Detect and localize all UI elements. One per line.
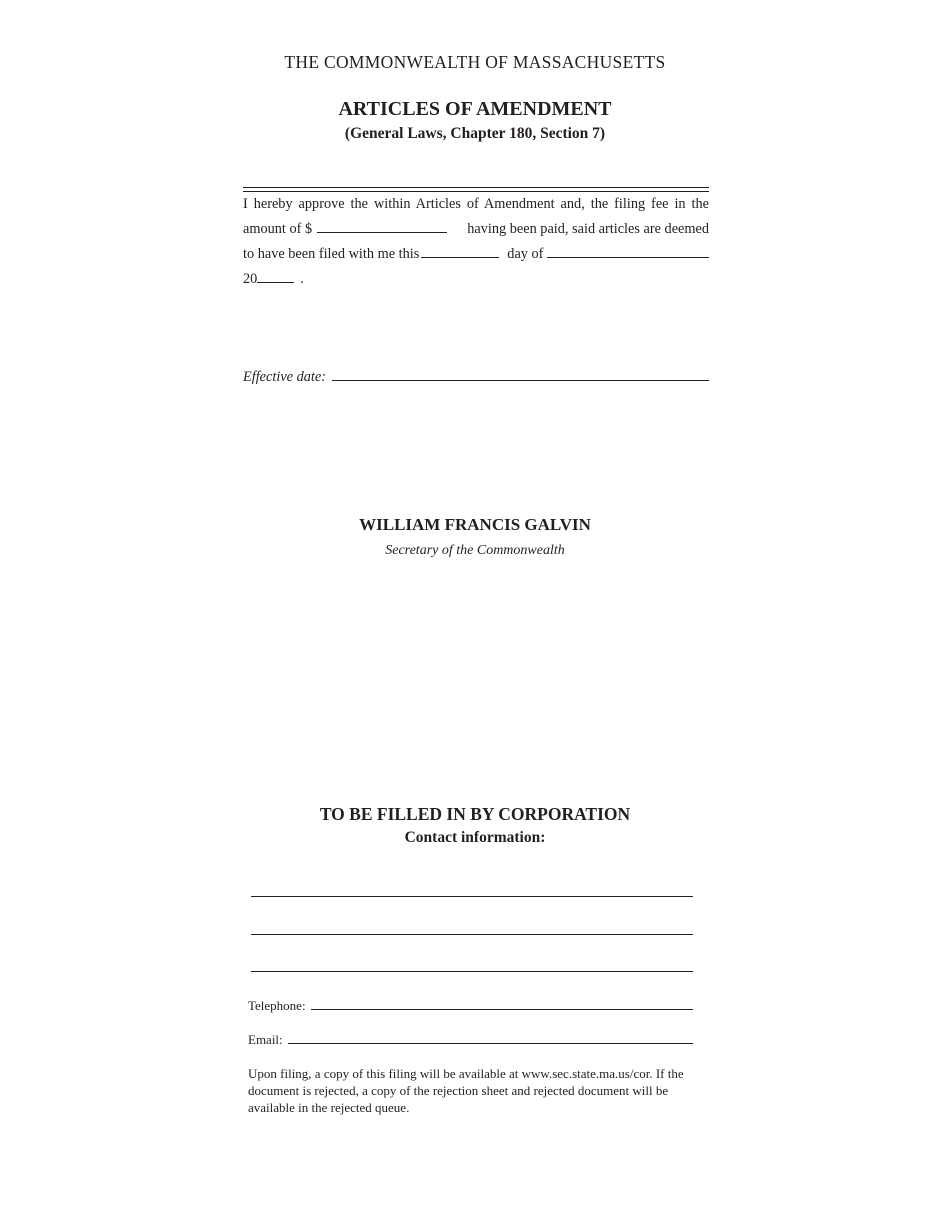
document-title: ARTICLES OF AMENDMENT bbox=[338, 98, 612, 120]
signatory-title: Secretary of the Commonwealth bbox=[385, 543, 565, 558]
signatory-name: WILLIAM FRANCIS GALVIN bbox=[359, 515, 591, 534]
divider-top bbox=[243, 187, 709, 188]
filing-note: Upon filing, a copy of this filing will be available at www.sec.state.ma.us/cor. If the document is rejected, a copy of the rejection sheet and rejected document will be available in the rejected queue. bbox=[248, 1066, 684, 1115]
filed-month-field[interactable] bbox=[547, 243, 709, 258]
filed-day-field[interactable] bbox=[421, 243, 499, 258]
contact-line-2[interactable] bbox=[251, 934, 693, 935]
corporation-heading: TO BE FILLED IN BY CORPORATION bbox=[319, 804, 631, 824]
effective-date-row bbox=[243, 368, 709, 386]
telephone-field[interactable] bbox=[311, 999, 693, 1010]
day-of-label: day of bbox=[507, 246, 544, 262]
approval-period: . bbox=[300, 271, 304, 287]
contact-subheading: Contact information: bbox=[404, 829, 546, 846]
approval-line-1: I hereby approve the within Articles of Amendment and, the filing fee in the bbox=[243, 196, 709, 212]
email-label: Email: bbox=[248, 1032, 283, 1047]
filed-label: to have been filed with me this bbox=[243, 246, 420, 262]
approval-line-2-suffix: having been paid, said articles are deemed bbox=[467, 221, 709, 237]
filing-fee-field[interactable] bbox=[317, 218, 447, 233]
telephone-row bbox=[248, 998, 693, 1014]
effective-date-label: Effective date: bbox=[243, 369, 326, 385]
contact-line-3[interactable] bbox=[251, 971, 693, 972]
approval-statement bbox=[243, 192, 709, 292]
contact-line-1[interactable] bbox=[251, 896, 693, 897]
year-prefix: 20 bbox=[243, 271, 258, 287]
email-field[interactable] bbox=[288, 1033, 693, 1044]
document-subtitle: (General Laws, Chapter 180, Section 7) bbox=[344, 125, 606, 142]
email-row bbox=[248, 1032, 693, 1048]
amount-label: amount of $ bbox=[243, 221, 313, 237]
filed-year-field[interactable] bbox=[257, 268, 294, 283]
effective-date-field[interactable] bbox=[332, 368, 709, 381]
telephone-label: Telephone: bbox=[248, 998, 306, 1013]
state-heading: THE COMMONWEALTH OF MASSACHUSETTS bbox=[284, 52, 666, 72]
